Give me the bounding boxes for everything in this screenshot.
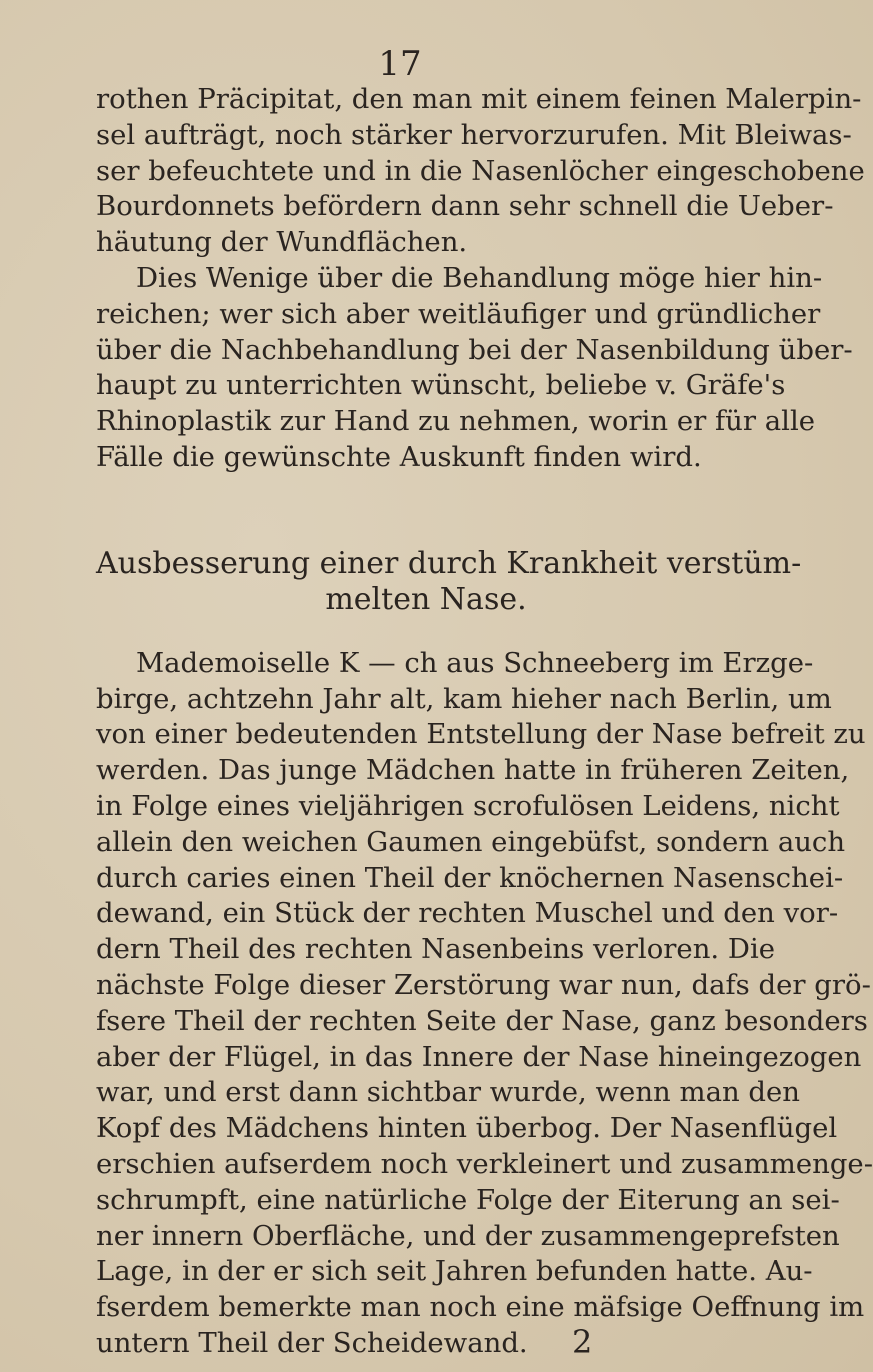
text-line: häutung der Wundflächen. xyxy=(96,226,468,259)
text-line: untern Theil der Scheidewand. xyxy=(96,1326,528,1359)
text-line: in Folge eines vieljährigen scrofulösen Leidens, nicht xyxy=(96,789,840,822)
text-line: durch caries einen Theil der knöchernen Nasenschei- xyxy=(96,861,844,894)
text-line: birge, achtzehn Jahr alt, kam hieher nach Berlin, um xyxy=(96,682,832,715)
text-line: dern Theil des rechten Nasenbeins verloren. Die xyxy=(96,933,776,966)
paragraph-1 xyxy=(96,82,865,261)
text-line: rothen Präcipitat, den man mit einem feinen Malerpin- xyxy=(96,83,862,115)
text-line: von einer bedeutenden Entstellung der Nase befreit zu xyxy=(96,718,866,751)
text-line: Dies Wenige über die Behandlung möge hier hin- xyxy=(136,261,823,294)
heading-line: melten Nase. xyxy=(325,581,527,617)
text-line: erschien aufserdem noch verkleinert und zusammenge- xyxy=(96,1147,873,1180)
section-heading xyxy=(96,545,802,618)
text-line: schrumpft, eine natürliche Folge der Eiterung an sei- xyxy=(96,1183,840,1216)
text-line: Lage, in der er sich seit Jahren befunden hatte. Au- xyxy=(96,1255,813,1288)
text-line: aber der Flügel, in das Innere der Nase hineingezogen xyxy=(96,1040,862,1073)
text-line: fserdem bemerkte man noch eine mäfsige Oeffnung im xyxy=(96,1291,865,1324)
text-line: Rhinoplastik zur Hand zu nehmen, worin er für alle xyxy=(96,405,816,438)
text-line: dewand, ein Stück der rechten Muschel und den vor- xyxy=(96,897,839,930)
heading-line: Ausbesserung einer durch Krankheit verstüm- xyxy=(96,545,802,581)
page-content xyxy=(96,82,873,1362)
text-line: über die Nachbehandlung bei der Nasenbildung über- xyxy=(96,333,853,366)
text-line: haupt zu unterrichten wünscht, beliebe v. Gräfe's xyxy=(96,369,786,402)
paragraph-3 xyxy=(96,646,873,1362)
text-line: Kopf des Mädchens hinten überbog. Der Nasenflügel xyxy=(96,1112,838,1145)
text-line: Fälle die gewünschte Auskunft finden wird. xyxy=(96,440,702,473)
text-line: nächste Folge dieser Zerstörung war nun, dafs der grö- xyxy=(96,968,871,1001)
signature-mark: 2 xyxy=(572,1323,593,1361)
page-number: 17 xyxy=(378,44,422,84)
text-line: fsere Theil der rechten Seite der Nase, ganz besonders xyxy=(96,1004,868,1037)
text-line: allein den weichen Gaumen eingebüfst, sondern auch xyxy=(96,825,846,858)
text-line: Mademoiselle K — ch aus Schneeberg im Erzge- xyxy=(136,646,814,679)
text-line: war, und erst dann sichtbar wurde, wenn man den xyxy=(96,1076,801,1109)
text-line: reichen; wer sich aber weitläufiger und gründlicher xyxy=(96,297,821,330)
text-line: ser befeuchtete und in die Nasenlöcher eingeschobene xyxy=(96,154,865,187)
text-line: sel aufträgt, noch stärker hervorzurufen. Mit Bleiwas- xyxy=(96,118,852,151)
paragraph-2 xyxy=(96,261,853,476)
text-line: werden. Das junge Mädchen hatte in früheren Zeiten, xyxy=(96,754,850,787)
text-line: Bourdonnets befördern dann sehr schnell die Ueber- xyxy=(96,190,834,223)
text-line: ner innern Oberfläche, und der zusammengeprefsten xyxy=(96,1219,840,1252)
